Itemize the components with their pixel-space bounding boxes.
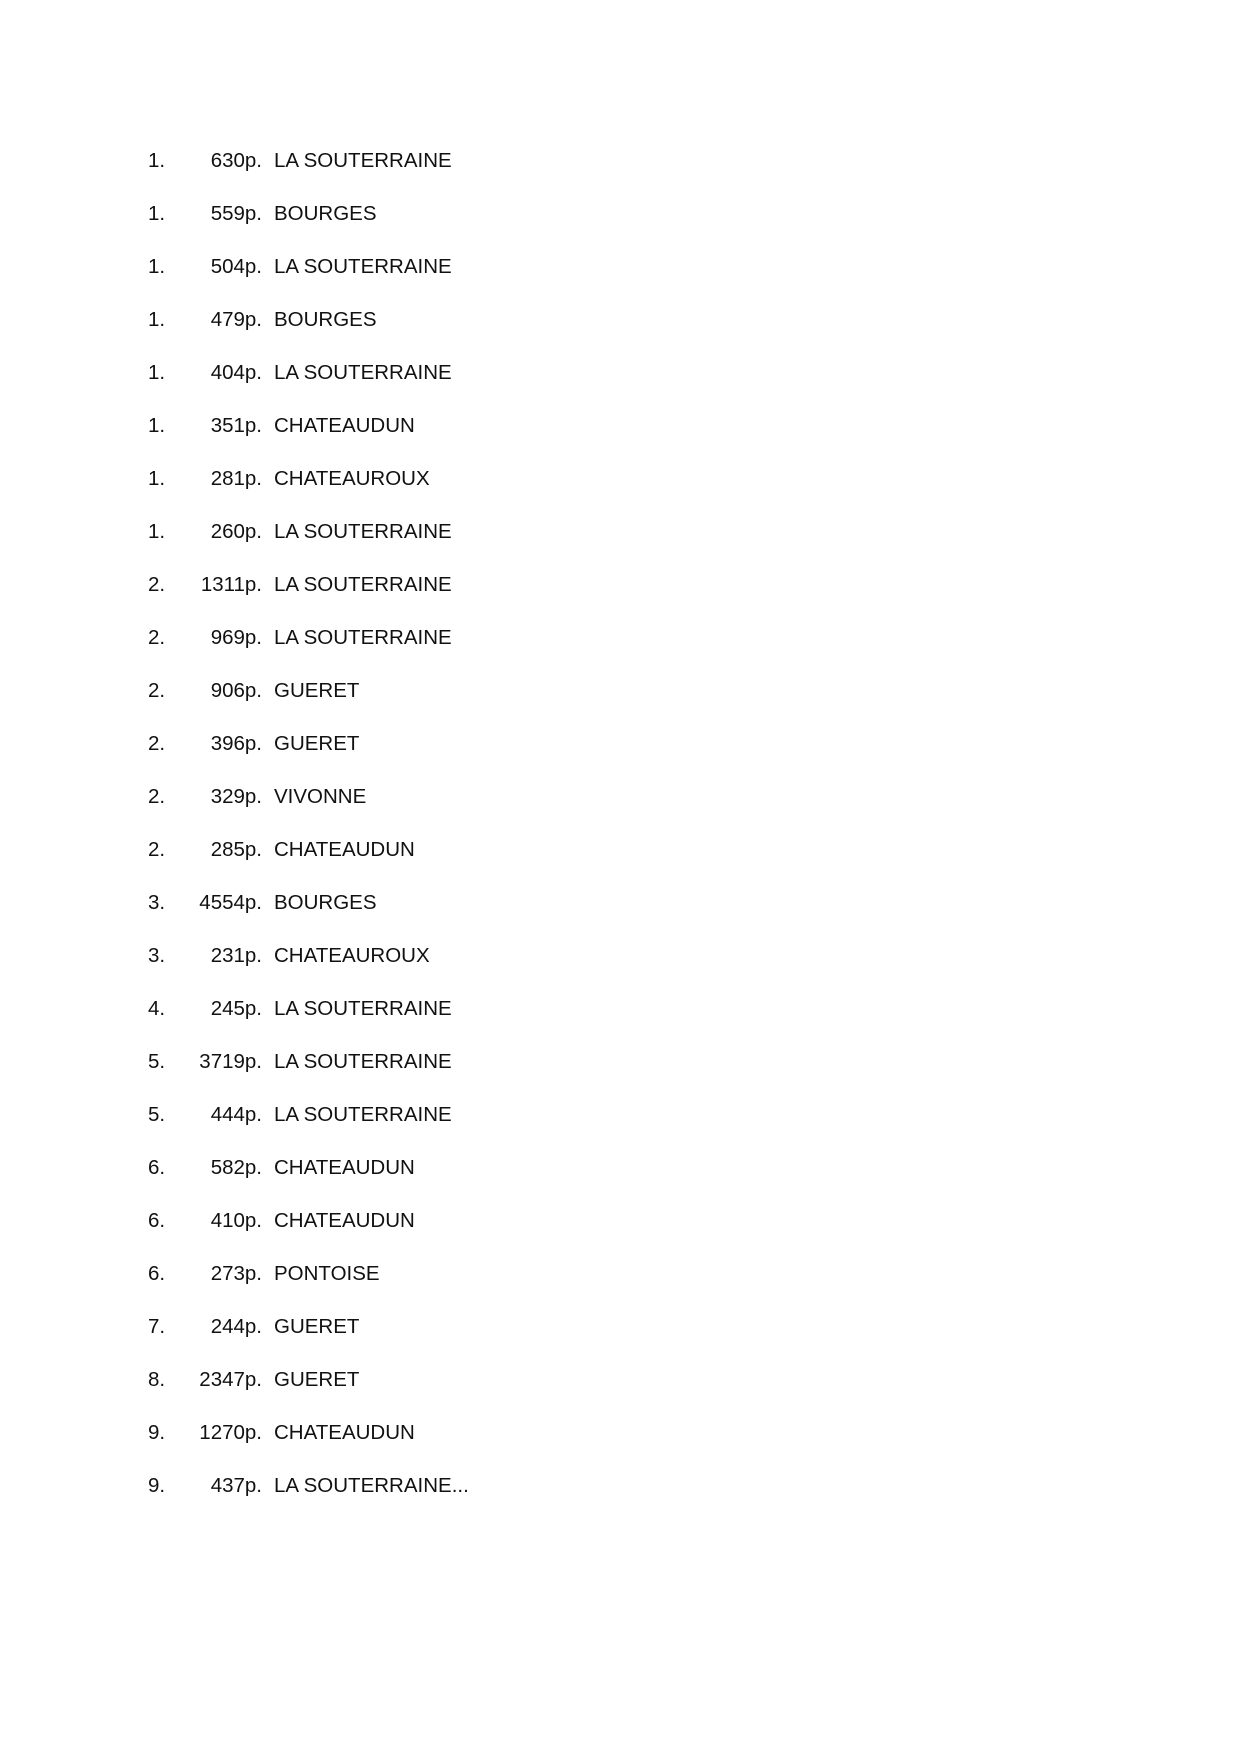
city-name: LA SOUTERRAINE (274, 997, 452, 1020)
rank: 7. (148, 1315, 166, 1338)
rank: 1. (148, 202, 166, 225)
city-name: LA SOUTERRAINE (274, 149, 452, 172)
rank: 4. (148, 997, 166, 1020)
points: 404p. (210, 361, 262, 384)
rank: 5. (148, 1103, 166, 1126)
city-name: LA SOUTERRAINE (274, 361, 452, 384)
rank: 1. (148, 467, 166, 490)
city-name: LA SOUTERRAINE (274, 626, 452, 649)
rank: 2. (148, 785, 166, 808)
rank: 9. (148, 1474, 166, 1497)
rank: 1. (148, 149, 166, 172)
rank: 6. (148, 1262, 166, 1285)
points: 245p. (210, 997, 262, 1020)
rank: 1. (148, 414, 166, 437)
points: 1311p. (200, 573, 262, 596)
city-name: CHATEAUDUN (274, 838, 415, 861)
city-name: LA SOUTERRAINE (274, 1103, 452, 1126)
rank: 6. (148, 1209, 166, 1232)
points: 410p. (210, 1209, 262, 1232)
city-name: GUERET (274, 1315, 360, 1338)
city-name: CHATEAUROUX (274, 467, 430, 490)
city-name: BOURGES (274, 891, 377, 914)
rank: 2. (148, 626, 166, 649)
city-name: BOURGES (274, 202, 377, 225)
points: 329p. (210, 785, 262, 808)
rank: 2. (148, 679, 166, 702)
points: 281p. (210, 467, 262, 490)
city-name: LA SOUTERRAINE (274, 520, 452, 543)
points: 231p. (210, 944, 262, 967)
rank: 9. (148, 1421, 166, 1444)
city-name: PONTOISE (274, 1262, 380, 1285)
rank: 8. (148, 1368, 166, 1391)
city-name: CHATEAUROUX (274, 944, 430, 967)
rank: 6. (148, 1156, 166, 1179)
city-name: CHATEAUDUN (274, 414, 415, 437)
points: 4554p. (199, 891, 262, 914)
points: 582p. (210, 1156, 262, 1179)
points: 3719p. (199, 1050, 262, 1073)
points: 906p. (210, 679, 262, 702)
points: 273p. (210, 1262, 262, 1285)
city-name: BOURGES (274, 308, 377, 331)
points: 2347p. (199, 1368, 262, 1391)
city-name: CHATEAUDUN (274, 1156, 415, 1179)
points: 630p. (210, 149, 262, 172)
city-name: LA SOUTERRAINE (274, 573, 452, 596)
rank: 2. (148, 573, 166, 596)
rank: 2. (148, 732, 166, 755)
city-name: VIVONNE (274, 785, 367, 808)
points: 444p. (210, 1103, 262, 1126)
rank: 3. (148, 944, 166, 967)
points: 244p. (210, 1315, 262, 1338)
rank: 3. (148, 891, 166, 914)
rank: 1. (148, 520, 166, 543)
points: 1270p. (199, 1421, 262, 1444)
rank: 1. (148, 308, 166, 331)
city-name: LA SOUTERRAINE (274, 1050, 452, 1073)
points: 351p. (210, 414, 262, 437)
rank: 1. (148, 255, 166, 278)
points: 479p. (210, 308, 262, 331)
city-name: GUERET (274, 1368, 360, 1391)
points: 285p. (210, 838, 262, 861)
points: 260p. (210, 520, 262, 543)
points: 969p. (210, 626, 262, 649)
city-name: GUERET (274, 732, 360, 755)
city-name: LA SOUTERRAINE (274, 255, 452, 278)
points: 559p. (210, 202, 262, 225)
city-name: GUERET (274, 679, 360, 702)
city-name: CHATEAUDUN (274, 1209, 415, 1232)
points: 437p. (210, 1474, 262, 1497)
city-name: CHATEAUDUN (274, 1421, 415, 1444)
points: 396p. (210, 732, 262, 755)
points: 504p. (210, 255, 262, 278)
rank: 5. (148, 1050, 166, 1073)
rank: 1. (148, 361, 166, 384)
city-name: LA SOUTERRAINE... (274, 1474, 469, 1497)
rank: 2. (148, 838, 166, 861)
